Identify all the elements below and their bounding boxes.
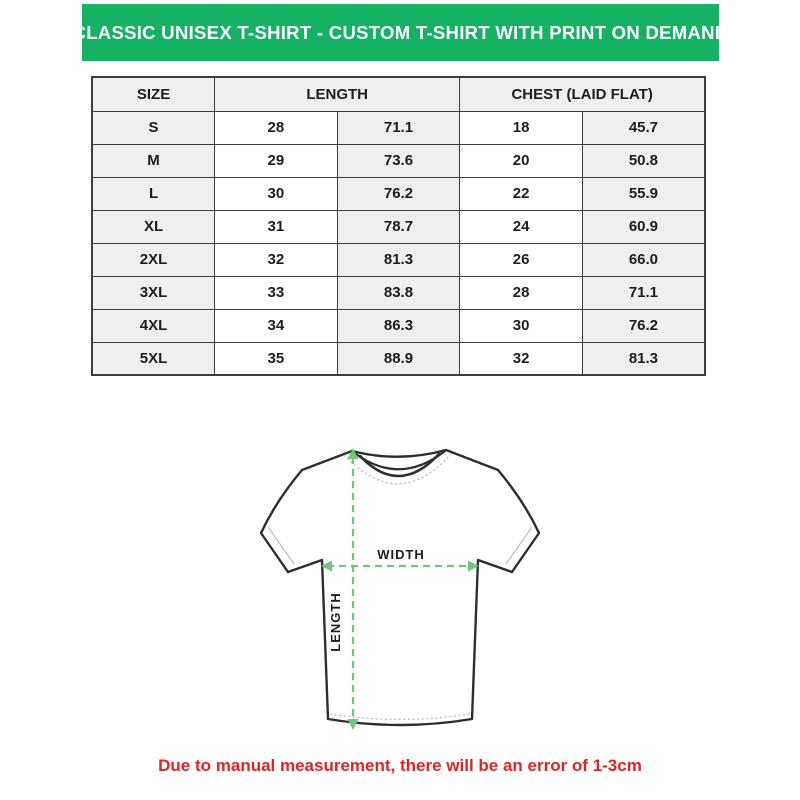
length-in-cell: 31 <box>215 210 338 243</box>
length-in-cell: 33 <box>215 276 338 309</box>
size-cell: 3XL <box>92 276 215 309</box>
chest-in-cell: 30 <box>460 309 583 342</box>
table-row <box>92 243 705 276</box>
length-in-cell: 32 <box>215 243 338 276</box>
length-in-cell: 35 <box>215 342 338 375</box>
length-in-cell: 30 <box>215 177 338 210</box>
chest-cm-cell: 76.2 <box>582 309 705 342</box>
col-header-length: LENGTH <box>215 77 460 111</box>
col-header-chest: CHEST (LAID FLAT) <box>460 77 705 111</box>
length-in-cell: 34 <box>215 309 338 342</box>
length-cm-cell: 88.9 <box>337 342 460 375</box>
table-header-row <box>92 77 705 111</box>
length-cm-cell: 73.6 <box>337 144 460 177</box>
table-row <box>92 276 705 309</box>
table-row <box>92 309 705 342</box>
chest-cm-cell: 45.7 <box>582 111 705 144</box>
table-row <box>92 210 705 243</box>
length-label: LENGTH <box>328 592 343 652</box>
size-chart-table <box>91 76 706 376</box>
chest-in-cell: 22 <box>460 177 583 210</box>
chest-cm-cell: 60.9 <box>582 210 705 243</box>
chest-in-cell: 26 <box>460 243 583 276</box>
tshirt-diagram <box>240 423 560 753</box>
size-cell: 4XL <box>92 309 215 342</box>
size-cell: 5XL <box>92 342 215 375</box>
length-cm-cell: 86.3 <box>337 309 460 342</box>
banner <box>72 4 729 61</box>
chest-in-cell: 18 <box>460 111 583 144</box>
table-row <box>92 144 705 177</box>
measurement-disclaimer: Due to manual measurement, there will be an error of 1-3cm <box>158 756 642 775</box>
size-cell: XL <box>92 210 215 243</box>
length-cm-cell: 71.1 <box>337 111 460 144</box>
length-cm-cell: 78.7 <box>337 210 460 243</box>
length-cm-cell: 81.3 <box>337 243 460 276</box>
length-arrow-down-icon <box>348 719 359 730</box>
size-cell: 2XL <box>92 243 215 276</box>
chest-in-cell: 28 <box>460 276 583 309</box>
length-cm-cell: 76.2 <box>337 177 460 210</box>
chest-cm-cell: 71.1 <box>582 276 705 309</box>
width-label: WIDTH <box>377 547 425 562</box>
table-row <box>92 177 705 210</box>
banner-title: CLASSIC UNISEX T-SHIRT - CUSTOM T-SHIRT WITH PRINT ON DEMAND <box>72 21 729 43</box>
chest-in-cell: 32 <box>460 342 583 375</box>
table-row <box>92 342 705 375</box>
chest-cm-cell: 81.3 <box>582 342 705 375</box>
chest-cm-cell: 50.8 <box>582 144 705 177</box>
table-row <box>92 111 705 144</box>
chest-in-cell: 24 <box>460 210 583 243</box>
col-header-size: SIZE <box>92 77 215 111</box>
tshirt-outline <box>261 450 539 725</box>
chest-cm-cell: 66.0 <box>582 243 705 276</box>
length-in-cell: 29 <box>215 144 338 177</box>
length-in-cell: 28 <box>215 111 338 144</box>
chest-in-cell: 20 <box>460 144 583 177</box>
chest-cm-cell: 55.9 <box>582 177 705 210</box>
size-cell: S <box>92 111 215 144</box>
size-cell: M <box>92 144 215 177</box>
size-cell: L <box>92 177 215 210</box>
length-cm-cell: 83.8 <box>337 276 460 309</box>
